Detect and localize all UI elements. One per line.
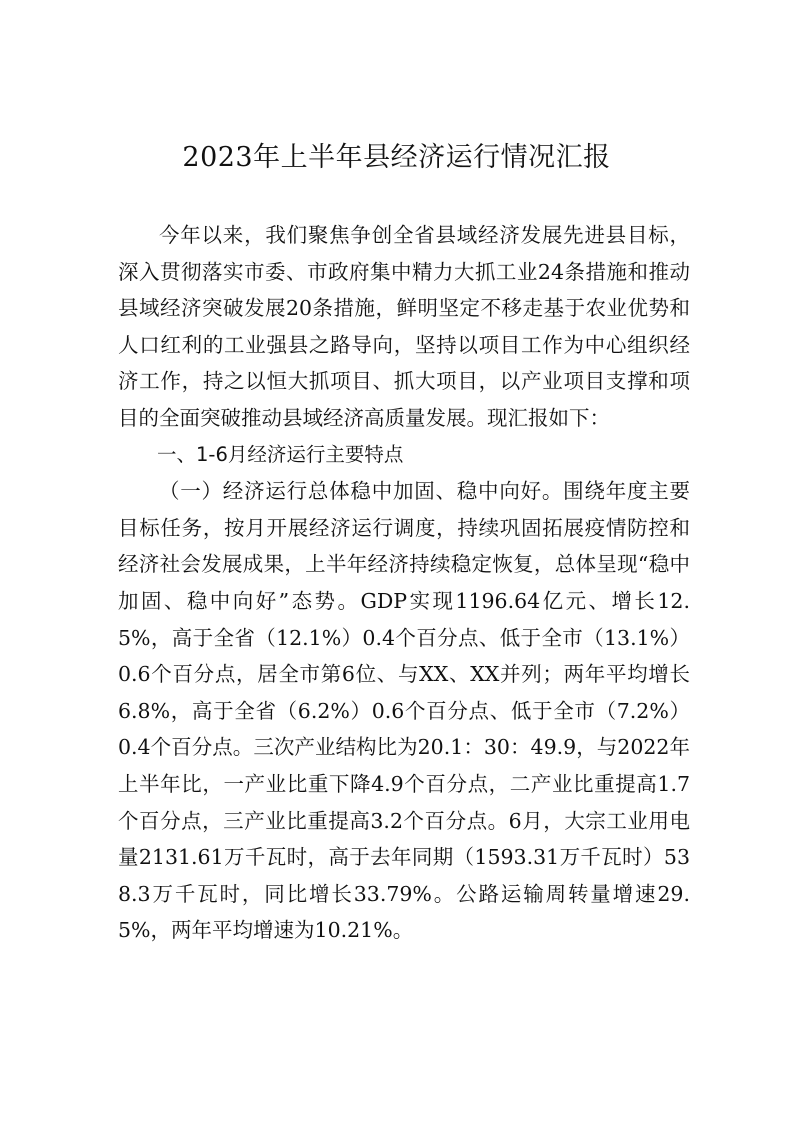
document-title: 2023年上半年县经济运行情况汇报 bbox=[182, 142, 611, 173]
subsection-text: 围绕年度主要目标任务，按月开展经济运行调度，持续巩固拓展疫情防控和经济社会发展成果，上半年经济持续稳定恢复，总体呈现“稳中加固、稳中向好”态势。GDP实现1196.64亿元、增长12.5%，高于全省（12.1%）0.4个百分点、低于全市（13.1%）0.6个百分点，居全市第6位、与XX、XX并列；两年平均增长6.8%，高于全省（6.2%）0.6个百分点、低于全市（7.2%）0.4个百分点。三次产业结构比为20.1：30：49.9，与2022年上半年比，一产业比重下降4.9个百分点，二产业比重提高1.7个百分点，三产业比重提高3.2个百分点。6月，大宗工业用电量2131.61万千瓦时，高于去年同期（1593.31万千瓦时）538.3万千瓦时，同比增长33.79%。公路运输周转量增速29.5%，两年平均增速为10.21%。 bbox=[118, 479, 691, 943]
intro-paragraph: 今年以来，我们聚焦争创全省县域经济发展先进县目标，深入贯彻落实市委、市政府集中精力大抓工业24条措施和推动县域经济突破发展20条措施，鲜明坚定不移走基于农业优势和人口红利的工业强县之路导向，坚持以项目工作为中心组织经济工作，持之以恒大抓项目、抓大项目，以产业项目支撑和项目的全面突破推动县域经济高质量发展。现汇报如下： bbox=[118, 223, 690, 430]
section-heading: 一、1-6月经济运行主要特点 bbox=[157, 442, 404, 466]
subsection-paragraph bbox=[118, 473, 690, 949]
document-body bbox=[118, 217, 690, 949]
subsection-heading: （一）经济运行总体稳中加固、稳中向好。 bbox=[159, 479, 564, 504]
